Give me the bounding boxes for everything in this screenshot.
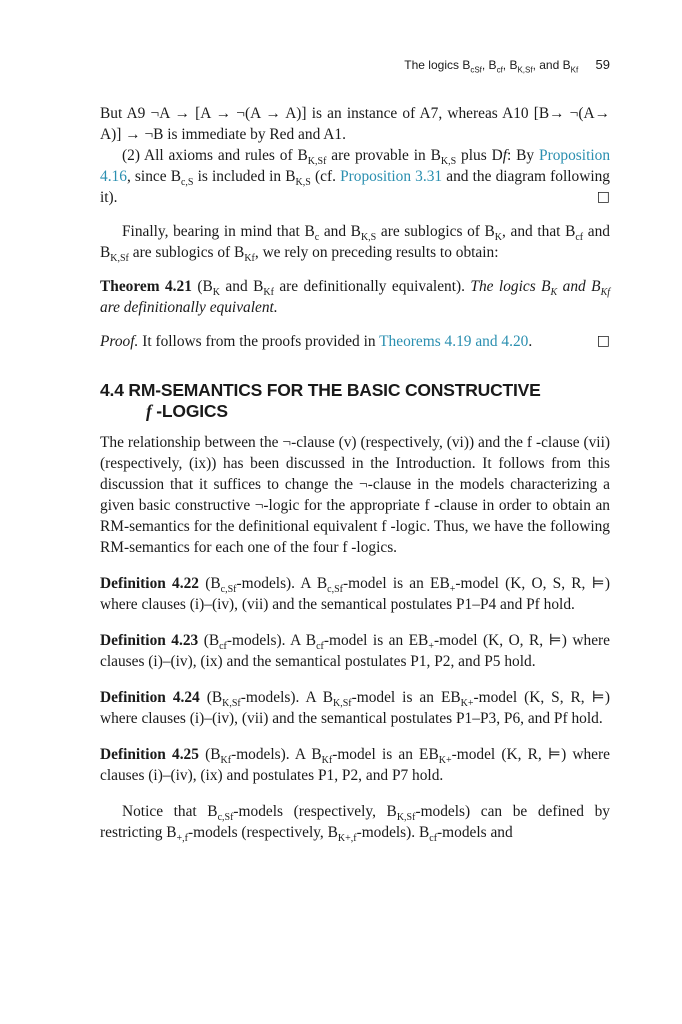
proposition-4-16-link[interactable]: Proposition 4.16 <box>100 147 611 185</box>
paragraph-item-2: (2) All axioms and rules of $B_{K,Sf}$ are provable in $B_{K,S}$ plus Df: By Proposition 4.16, since $B_{c,S}$ is included in $B_{K,S}$ (cf. Proposition 3.31 and the diagram following it). □ <box>100 147 611 206</box>
theorem-label: Theorem 4.21 <box>100 278 192 295</box>
paragraph-notice: Notice that $B_{c,Sf}$-models (respectively, $B_{K,Sf}-models$) can be defined by restricting $B_{+,f}$-models (respectively, $B_{K+,f}-models$). $B_{cf}$-models and <box>100 803 610 845</box>
proof-paragraph: Proof. It follows from the proofs provided in Theorems 4.19 and 4.20. □ <box>100 333 610 350</box>
running-head-title: The logics $B_{cSf}$, $B_{cf}$, $B_{K,Sf}$, and $B_{Kf}$ <box>404 58 579 75</box>
proof-label: Proof. <box>100 333 139 350</box>
section-heading: 4.4 RM-SEMANTICS FOR THE BASIC CONSTRUCTIVE f -LOGICS <box>100 380 541 421</box>
theorems-4-19-4-20-link[interactable]: Theorems 4.19 and 4.20 <box>379 333 529 350</box>
definition-4-25: Definition 4.25 $(B_{Kf}-models)$. A $B_{Kf}$-model is an $EB_{K+}$-model (K, R, ⊨) where clauses (i)–(iv), (ix) and postulates P1, P2, and P7 hold. <box>100 746 610 784</box>
proposition-3-31-link[interactable]: Proposition 3.31 <box>340 168 443 185</box>
theorem-4-21: Theorem 4.21 ($B_K$ and $B_{Kf}$ are definitionally equivalent). The logics $B_K$ and $B_{Kf}$ are definitionally equivalent. <box>100 278 611 316</box>
paragraph-sublogics: Finally, bearing in mind that $B_c$ and $B_{K,S}$ are sublogics of $B_K$, and that $B_{cf}$ and $B_{K,Sf}$ are sublogics of $B_{Kf}$, we rely on preceding results to obtain: <box>100 223 610 265</box>
paragraph-axioms: But A9 ¬A → [A → ¬(A → A)] is an instance of A7, whereas A10 [B→ ¬(A→ A)] → ¬B is immediate by Red and A1. <box>100 105 610 143</box>
qed-icon: □ <box>596 189 610 205</box>
qed-icon: □ <box>596 333 610 349</box>
section-intro-paragraph: The relationship between the ¬-clause (v) (respectively, (vi)) and the f -clause (vii) (respectively, (ix)) has been discussed in the Introduction. It follows from this discussion that it suffices to change the ¬-clause in the models characterizing a given basic constructive ¬-logic for the appropriate f -clause in order to obtain an RM-semantics for the definitional equivalent f -logic. Thus, we have the following RM-semantics for each one of the four f -logics. <box>100 434 610 556</box>
definition-4-23: Definition 4.23 $(B_{cf}-models)$. A $B_{cf}$-model is an $EB_+$-model (K, O, R, ⊨) where clauses (i)–(iv), (ix) and the semantical postulates P1, P2, and P5 hold. <box>100 632 610 670</box>
page-number: 59 <box>595 57 610 72</box>
running-head <box>100 57 610 75</box>
page-body <box>100 103 610 843</box>
definition-4-22: Definition 4.22 $(B_{c,Sf}-models)$. A $B_{c,Sf}$-model is an $EB_+$-model (K, O, S, R, ⊨) where clauses (i)–(iv), (vii) and the semantical postulates P1–P4 and Pf hold. <box>100 575 610 613</box>
definition-4-24: Definition 4.24 $(B_{K,Sf}-models)$. A $B_{K,Sf}$-model is an $EB_{K+}$-model (K, S, R, ⊨) where clauses (i)–(iv), (vii) and the semantical postulates P1–P3, P6, and Pf hold. <box>100 689 610 727</box>
